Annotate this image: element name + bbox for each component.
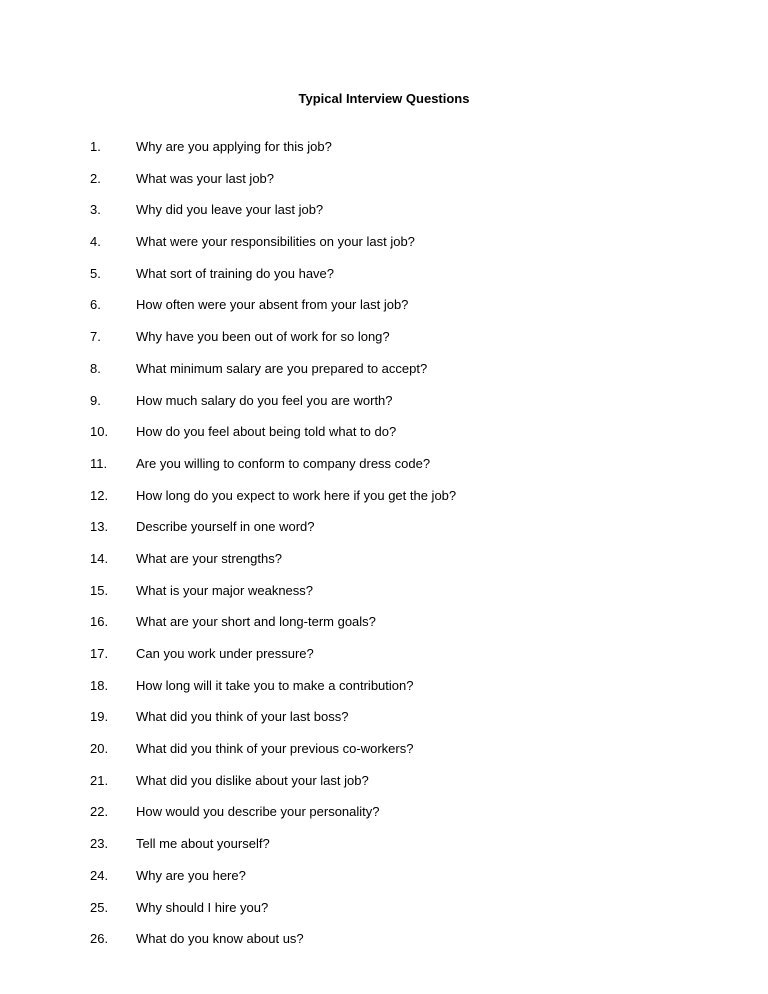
list-item — [0, 455, 768, 487]
list-item — [0, 613, 768, 645]
question-number: 7. — [90, 329, 101, 345]
question-number: 5. — [90, 265, 101, 281]
question-text: What are your strengths? — [136, 550, 282, 566]
question-text: Are you willing to conform to company dress code? — [136, 455, 431, 471]
list-item — [0, 899, 768, 931]
question-text: How long will it take you to make a contribution? — [136, 677, 414, 693]
question-text: What did you think of your previous co-workers? — [136, 741, 414, 757]
question-text: What did you dislike about your last job? — [136, 772, 369, 788]
list-item — [0, 170, 768, 202]
question-text: Why did you leave your last job? — [136, 202, 324, 218]
question-number: 19. — [90, 709, 109, 725]
question-text: How often were your absent from your last job? — [136, 297, 409, 313]
list-item — [0, 677, 768, 709]
list-item — [0, 930, 768, 962]
question-number: 12. — [90, 487, 109, 503]
question-text: Why are you applying for this job? — [136, 139, 332, 154]
question-number: 9. — [90, 392, 101, 408]
list-item — [0, 138, 768, 170]
question-number: 22. — [90, 804, 109, 820]
list-item — [0, 265, 768, 297]
question-number: 1. — [90, 139, 101, 154]
question-text: Tell me about yourself? — [136, 836, 270, 852]
question-number: 13. — [90, 519, 109, 535]
list-item — [0, 423, 768, 455]
list-item — [0, 835, 768, 867]
question-number: 18. — [90, 677, 109, 693]
question-number: 14. — [90, 550, 109, 566]
page-title: Typical Interview Questions — [298, 91, 470, 106]
list-item — [0, 328, 768, 360]
question-number: 2. — [90, 170, 101, 186]
list-item — [0, 487, 768, 519]
question-number: 16. — [90, 614, 109, 630]
question-text: How do you feel about being told what to do? — [136, 424, 397, 440]
question-text: What were your responsibilities on your last job? — [136, 234, 415, 250]
question-number: 21. — [90, 772, 109, 788]
question-number: 24. — [90, 867, 109, 883]
list-item — [0, 233, 768, 265]
question-text: Why are you here? — [136, 867, 246, 883]
question-number: 3. — [90, 202, 101, 218]
question-number: 8. — [90, 360, 101, 376]
list-item — [0, 740, 768, 772]
question-number: 17. — [90, 646, 109, 661]
question-number: 6. — [90, 297, 101, 313]
question-number: 10. — [90, 424, 109, 440]
question-number: 11. — [90, 455, 108, 471]
question-number: 26. — [90, 931, 109, 947]
question-number: 4. — [90, 234, 101, 250]
list-item — [0, 392, 768, 424]
question-number: 20. — [90, 741, 109, 757]
question-text: Why have you been out of work for so long? — [136, 329, 390, 345]
list-item — [0, 550, 768, 582]
question-text: What are your short and long-term goals? — [136, 614, 376, 630]
list-item — [0, 518, 768, 550]
question-text: Can you work under pressure? — [136, 646, 314, 661]
question-text: What sort of training do you have? — [136, 265, 335, 281]
question-text: How much salary do you feel you are worth? — [136, 392, 393, 408]
list-item — [0, 582, 768, 614]
list-item — [0, 360, 768, 392]
list-item — [0, 645, 768, 677]
question-text: What did you think of your last boss? — [136, 709, 349, 725]
question-number: 15. — [90, 582, 109, 598]
list-item — [0, 201, 768, 233]
question-number: 23. — [90, 836, 109, 852]
question-text: How long do you expect to work here if you get the job? — [136, 487, 457, 503]
question-text: How would you describe your personality? — [136, 804, 380, 820]
list-item — [0, 803, 768, 835]
list-item — [0, 867, 768, 899]
list-item — [0, 296, 768, 328]
question-number: 25. — [90, 899, 109, 915]
question-text: What do you know about us? — [136, 931, 304, 947]
question-text: What was your last job? — [136, 170, 275, 186]
question-text: What is your major weakness? — [136, 582, 314, 598]
question-list — [0, 138, 768, 962]
question-text: Why should I hire you? — [136, 899, 269, 915]
question-text: Describe yourself in one word? — [136, 519, 315, 535]
question-text: What minimum salary are you prepared to accept? — [136, 360, 428, 376]
list-item — [0, 708, 768, 740]
list-item — [0, 772, 768, 804]
